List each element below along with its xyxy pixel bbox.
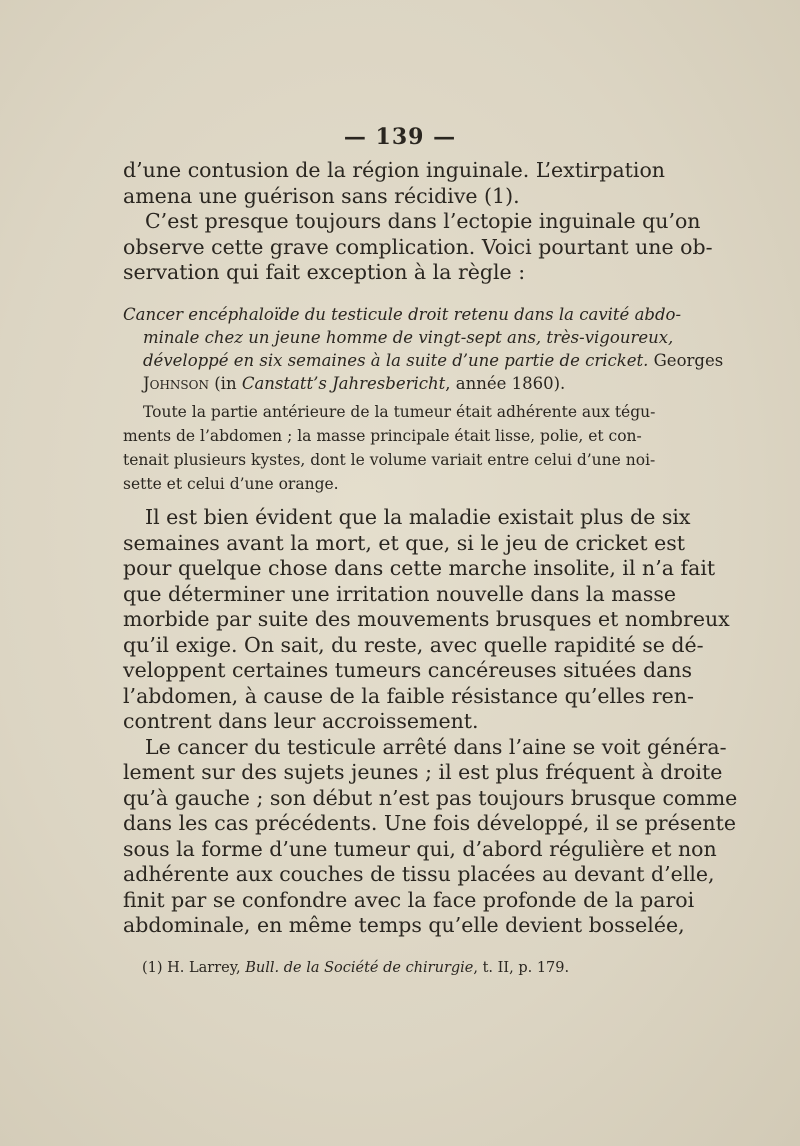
title-line: Cancer encéphaloïde du testicule droit retenu dans la cavité abdo-: [123, 305, 682, 324]
text-line: lement sur des sujets jeunes ; il est plus fréquent à droite: [123, 760, 723, 784]
footnote: [142, 958, 582, 978]
text-line: Le cancer du testicule arrêté dans l’aine se voit généra-: [145, 734, 727, 759]
text-line: que déterminer une irritation nouvelle dans la masse: [123, 581, 677, 606]
title-line-text: développé en six semaines à la suite d’une partie de cricket.: [143, 351, 649, 370]
observation-body: [123, 400, 656, 496]
text-line: adhérente aux couches de tissu placées au devant d’elle,: [123, 862, 715, 886]
text-line: servation qui fait exception à la règle :: [123, 260, 526, 284]
title-line: minale chez un jeune homme de vingt-sept ans, très-vigoureux,: [143, 328, 674, 347]
text-line: contrent dans leur accroissement.: [123, 709, 479, 733]
observation-title: [123, 303, 724, 395]
text-line: tenait plusieurs kystes, dont le volume variait entre celui d’une noi-: [123, 451, 656, 469]
source-author-first: Georges: [653, 351, 724, 370]
text-line: sette et celui d’une orange.: [123, 475, 339, 493]
text-line: veloppent certaines tumeurs cancéreuses situées dans: [123, 658, 693, 682]
source-ref-title: Canstatt’s Jahresbericht: [241, 374, 446, 393]
text-line: amena une guérison sans récidive (1).: [123, 183, 520, 208]
text-line: morbide par suite des mouvements brusques et nombreux: [123, 607, 730, 631]
main-text: [123, 505, 738, 939]
text-line: Il est bien évident que la maladie existait plus de six: [145, 505, 691, 529]
text-line: sous la forme d’une tumeur qui, d’abord régulière et non: [123, 836, 717, 861]
text-line: Toute la partie antérieure de la tumeur était adhérente aux tégu-: [143, 403, 656, 421]
source-author-last: Johnson: [143, 374, 209, 393]
text-line: ments de l’abdomen ; la masse principale était lisse, polie, et con-: [123, 427, 642, 445]
text-line: semaines avant la mort, et que, si le jeu de cricket est: [123, 530, 686, 555]
text-line: l’abdomen, à cause de la faible résistance qu’elles ren-: [123, 683, 694, 708]
footnote-title: Bull. de la Société de chirurgie: [245, 960, 474, 976]
text-line: d’une contusion de la région inguinale. L’extirpation: [123, 158, 666, 182]
text-line: dans les cas précédents. Une fois développé, il se présente: [123, 811, 736, 835]
footnote-rest: , t. II, p. 179.: [473, 960, 570, 976]
opening-text: [123, 158, 713, 286]
footnote-marker: (1): [142, 960, 163, 976]
text-line: qu’à gauche ; son début n’est pas toujours brusque comme: [123, 785, 738, 810]
text-line: finit par se confondre avec la face profonde de la paroi: [123, 887, 695, 912]
footnote-author: H. Larrey,: [167, 960, 241, 976]
page-number: — 139 —: [343, 124, 457, 150]
title-line: [123, 349, 724, 372]
text-line: qu’il exige. On sait, du reste, avec quelle rapidité se dé-: [123, 632, 704, 657]
text-line: pour quelque chose dans cette marche insolite, il n’a fait: [123, 556, 716, 580]
text-line: C’est presque toujours dans l’ectopie inguinale qu’on: [145, 209, 701, 233]
source-ref-open: (in: [214, 374, 242, 393]
source-ref-close: , année 1860).: [445, 374, 566, 393]
text-line: abdominale, en même temps qu’elle devient bosselée,: [123, 913, 685, 937]
text-line: observe cette grave complication. Voici pourtant une ob-: [123, 234, 713, 259]
source-line: [123, 372, 589, 395]
